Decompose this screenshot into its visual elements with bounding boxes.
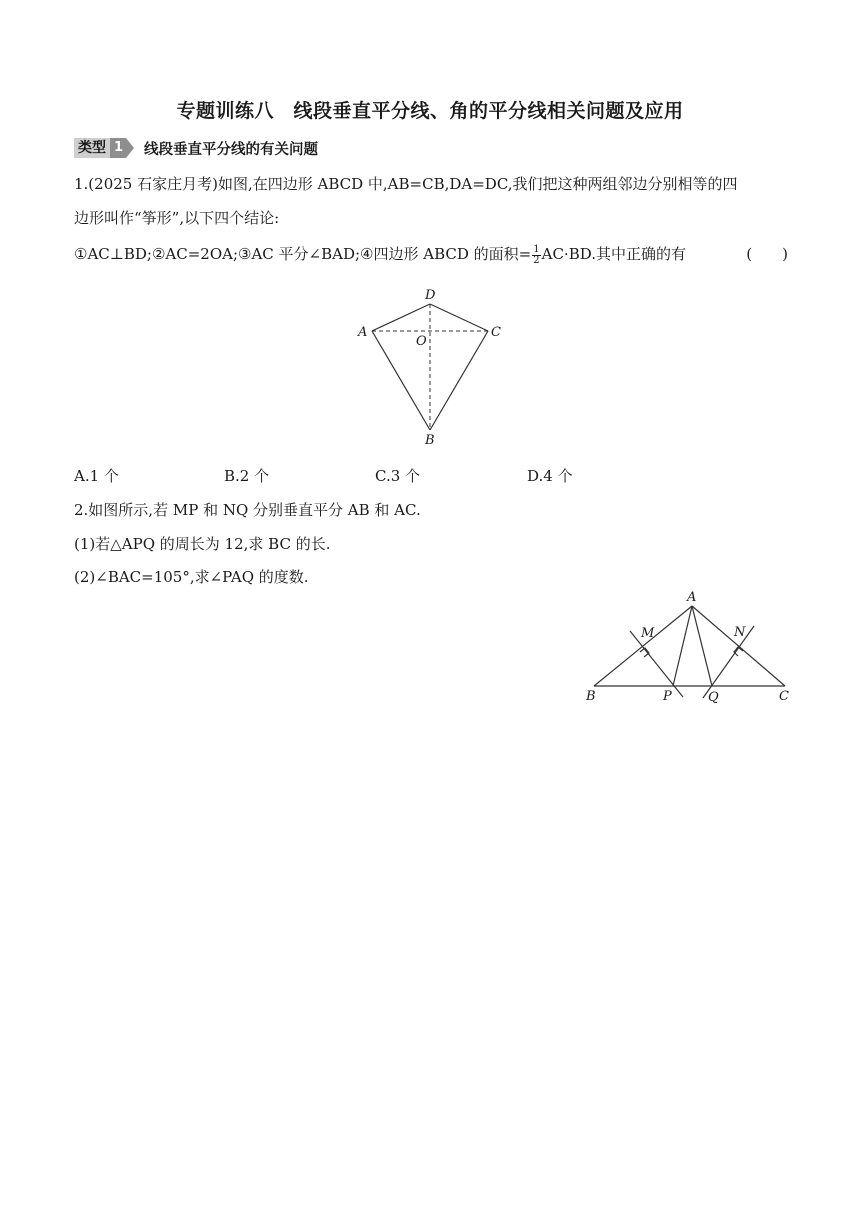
segment-dc: [430, 304, 488, 331]
q1-line-1: 1.(2025 石家庄月考)如图,在四边形 ABCD 中,AB=CB,DA=DC,我们把这种两组邻边分别相等的四: [74, 175, 738, 193]
type-badge-number: 1: [110, 138, 126, 158]
bisector-nq: [703, 626, 754, 698]
q1-choices: [74, 466, 634, 486]
q2-line-2: (1)若△APQ 的周长为 12,求 BC 的长.: [74, 535, 331, 553]
label-d: D: [425, 288, 436, 303]
label-q: Q: [708, 690, 719, 705]
label-o: O: [416, 334, 427, 349]
bisector-mp: [630, 631, 683, 697]
type-badge-arrow-icon: [126, 138, 134, 158]
type-badge-word: 类型: [74, 138, 110, 158]
fraction-numerator: 1: [533, 243, 540, 255]
choice-d[interactable]: D.4 个: [527, 467, 573, 485]
type-badge: [74, 138, 134, 158]
section-label: 线段垂直平分线的有关问题: [144, 141, 319, 158]
label-a: A: [358, 325, 368, 340]
label-c2: C: [779, 689, 789, 704]
q1-line-3-text-end: AC·BD.其中正确的有: [541, 245, 686, 263]
answer-bracket: ( ): [746, 245, 788, 263]
segment-ad: [372, 304, 430, 331]
q1-line-2: 边形叫作“筝形”,以下四个结论:: [74, 209, 280, 227]
segment-aq: [692, 606, 712, 686]
choice-b[interactable]: B.2 个: [224, 467, 270, 485]
label-n: N: [734, 625, 746, 640]
segment-ab: [594, 606, 692, 686]
q2-line-1: 2.如图所示,若 MP 和 NQ 分别垂直平分 AB 和 AC.: [74, 501, 421, 519]
segment-ap: [673, 606, 692, 686]
fraction-denominator: 2: [533, 254, 540, 266]
label-c: C: [491, 325, 501, 340]
segment-ac: [692, 606, 785, 686]
choice-a[interactable]: A.1 个: [74, 467, 119, 485]
label-m: M: [641, 626, 655, 641]
q1-line-3: [74, 244, 788, 266]
q1-line-3-text: ①AC⊥BD;②AC=2OA;③AC 平分∠BAD;④四边形 ABCD 的面积=: [74, 245, 532, 263]
q2-line-3: (2)∠BAC=105°,求∠PAQ 的度数.: [74, 568, 309, 586]
label-a2: A: [687, 590, 697, 605]
label-p: P: [663, 689, 672, 704]
segment-ab: [372, 331, 430, 430]
fraction-one-half: [532, 245, 540, 266]
right-angle-mark-n: [734, 647, 743, 656]
section-header: [74, 137, 318, 159]
right-angle-mark-m: [640, 648, 649, 657]
segment-cb: [430, 331, 488, 430]
label-b2: B: [586, 689, 596, 704]
page-title: 专题训练八 线段垂直平分线、角的平分线相关问题及应用: [176, 100, 684, 122]
choice-c[interactable]: C.3 个: [375, 467, 421, 485]
label-b: B: [425, 433, 435, 448]
